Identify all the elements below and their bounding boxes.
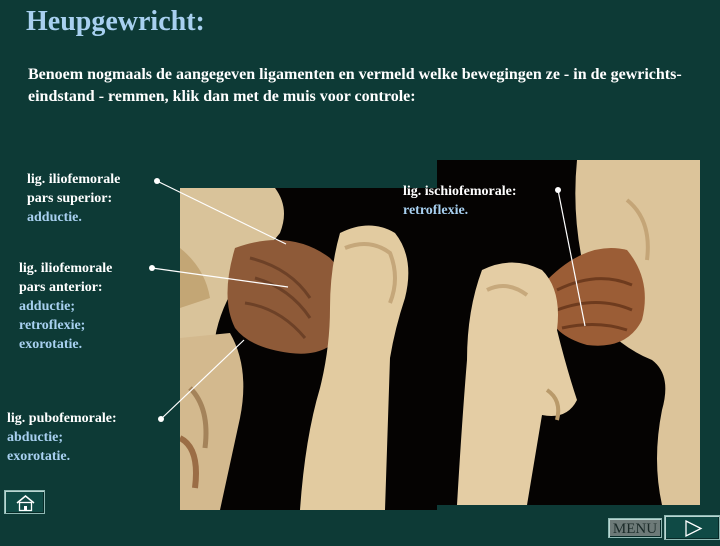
next-arrow-icon (665, 516, 720, 541)
home-button[interactable] (4, 490, 45, 514)
pointer-dot-iliofemorale-superior[interactable] (154, 178, 160, 184)
pointer-dot-ischiofemorale[interactable] (555, 187, 561, 193)
movement-text: exorotatie. (19, 337, 83, 352)
label-pubofemorale[interactable] (7, 409, 117, 466)
label-iliofemorale-anterior[interactable] (19, 259, 112, 354)
home-icon (5, 491, 46, 515)
pointer-dot-pubofemorale[interactable] (158, 416, 164, 422)
movement-text: abductie; (7, 430, 63, 445)
label-ischiofemorale[interactable] (403, 182, 517, 220)
ligament-part: pars anterior: (19, 280, 103, 295)
movement-text: adductie; (19, 299, 75, 314)
instruction-text: Benoem nogmaals de aangegeven ligamenten en vermeld welke bewegingen ze - in de gewrichts-eindstand - remmen, klik dan met de muis voor controle: (28, 66, 682, 105)
movement-text: retroflexie. (403, 203, 469, 218)
movement-text: adductie. (27, 210, 82, 225)
ligament-name: lig. iliofemorale (27, 172, 121, 187)
menu-button[interactable]: MENU (608, 518, 662, 538)
hip-anterior-photo (180, 188, 437, 510)
movement-text: retroflexie; (19, 318, 86, 333)
ligament-part: pars superior: (27, 191, 113, 206)
pointer-dot-iliofemorale-anterior[interactable] (149, 265, 155, 271)
ligament-name: lig. iliofemorale (19, 261, 113, 276)
next-button[interactable] (664, 515, 720, 540)
page-title: Heupgewricht: (26, 6, 205, 37)
ligament-name: lig. ischiofemorale: (403, 184, 517, 199)
ligament-name: lig. pubofemorale: (7, 411, 117, 426)
movement-text: exorotatie. (7, 449, 71, 464)
label-iliofemorale-superior[interactable] (27, 170, 120, 227)
